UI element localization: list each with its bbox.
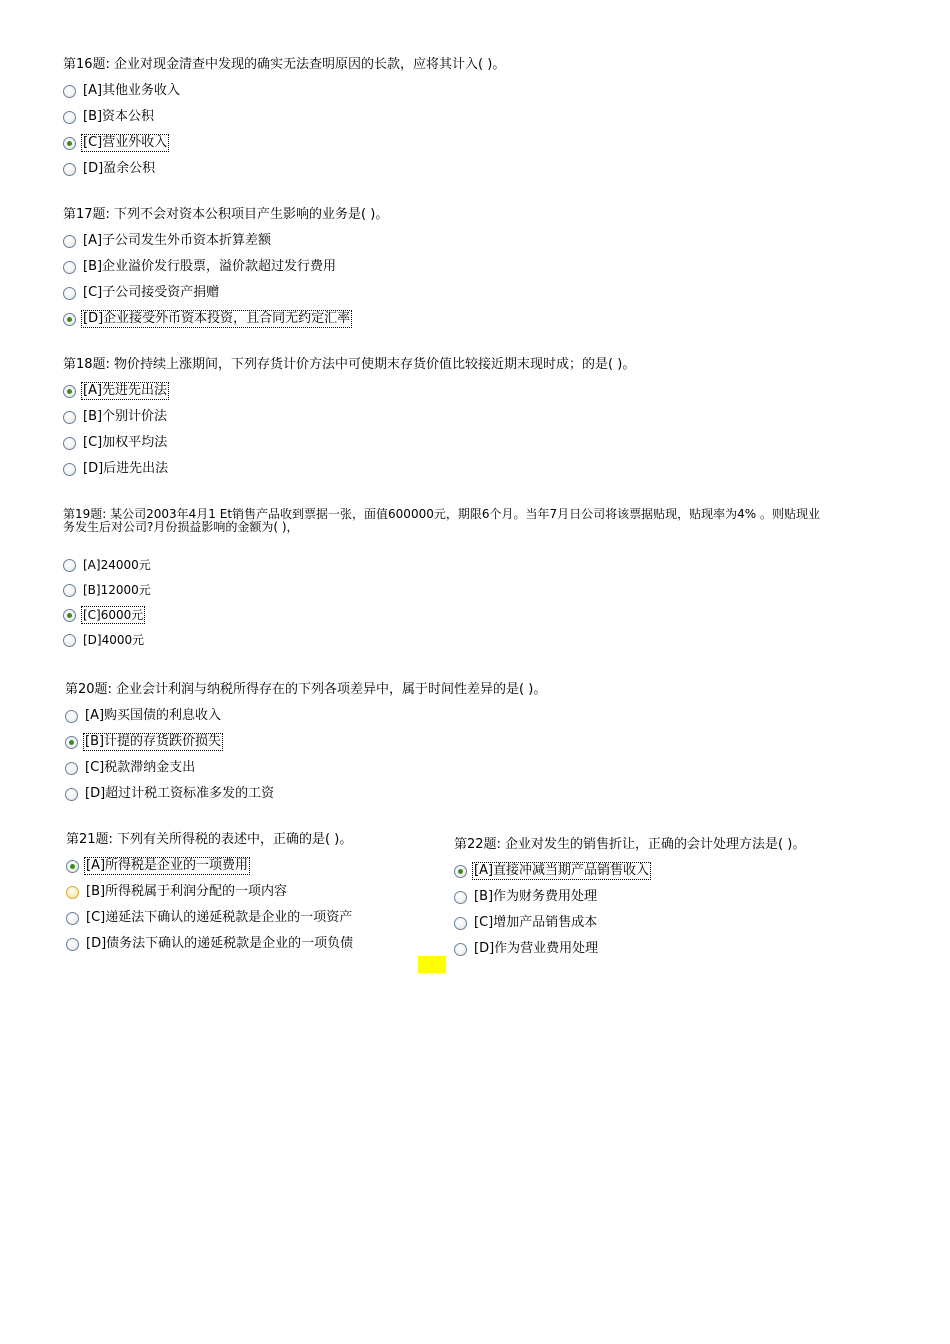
radio-icon[interactable] xyxy=(66,912,79,925)
radio-icon[interactable] xyxy=(63,235,76,248)
option-d[interactable] xyxy=(454,939,805,959)
question-22 xyxy=(454,837,805,959)
question-text: 第22题: 企业对发生的销售折让，正确的会计处理方法是( )。 xyxy=(454,837,806,852)
option-label: [D]企业接受外币资本投资，且合同无约定汇率 xyxy=(83,311,351,326)
radio-checked-icon[interactable] xyxy=(63,137,76,150)
question-text: 第19题: 某公司2003年4月1 Et销售产品收到票据一张，面值600000元，期限6个月。当年7月日公司将该票据贴现，贴现率为4% 。则贴现业务发生后对公司?月份损益影响的金额为( )， xyxy=(63,507,820,534)
radio-icon[interactable] xyxy=(63,111,76,124)
radio-icon[interactable] xyxy=(66,938,79,951)
option-label: [A]其他业务收入 xyxy=(83,83,181,98)
radio-icon[interactable] xyxy=(63,584,76,597)
option-d[interactable] xyxy=(63,459,635,479)
question-text: 第21题: 下列有关所得税的表述中，正确的是( )。 xyxy=(66,832,353,847)
radio-icon[interactable] xyxy=(63,463,76,476)
radio-checked-icon[interactable] xyxy=(63,313,76,326)
option-a[interactable] xyxy=(65,706,546,726)
option-b[interactable] xyxy=(66,882,354,902)
option-c[interactable] xyxy=(63,283,388,303)
option-c[interactable] xyxy=(63,606,823,624)
option-b[interactable] xyxy=(63,407,635,427)
radio-icon[interactable] xyxy=(65,710,78,723)
radio-icon[interactable] xyxy=(65,762,78,775)
option-c[interactable] xyxy=(63,133,505,153)
radio-icon[interactable] xyxy=(454,943,467,956)
question-20 xyxy=(65,682,546,804)
option-a[interactable] xyxy=(454,861,805,881)
option-label: [D]4000元 xyxy=(83,633,145,647)
option-label: [B]所得税属于利润分配的一项内容 xyxy=(86,884,288,899)
question-19 xyxy=(63,508,823,649)
question-text: 第18题: 物价持续上涨期间，下列存货计价方法中可使期末存货价值比较接近期末现时成；的是( )。 xyxy=(63,357,636,372)
question-text: 第20题: 企业会计利润与纳税所得存在的下列各项差异中，属于时间性差异的是( )。 xyxy=(65,682,547,697)
option-label: [B]作为财务费用处理 xyxy=(474,889,598,904)
option-b[interactable] xyxy=(65,732,546,752)
option-label: [A]直接冲减当期产品销售收入 xyxy=(474,863,650,878)
question-21 xyxy=(66,832,354,954)
radio-checked-icon[interactable] xyxy=(66,860,79,873)
option-label: [C]递延法下确认的递延税款是企业的一项资产 xyxy=(86,910,353,925)
radio-hover-icon[interactable] xyxy=(66,886,79,899)
option-c[interactable] xyxy=(63,433,635,453)
option-c[interactable] xyxy=(65,758,546,778)
option-label: [C]营业外收入 xyxy=(83,135,168,150)
option-label: [A]购买国债的利息收入 xyxy=(85,708,222,723)
question-17 xyxy=(63,207,388,329)
option-label: [B]个别计价法 xyxy=(83,409,168,424)
radio-icon[interactable] xyxy=(63,287,76,300)
radio-icon[interactable] xyxy=(65,788,78,801)
question-18 xyxy=(63,357,635,479)
option-d[interactable] xyxy=(65,784,546,804)
option-label: [D]后进先出法 xyxy=(83,461,169,476)
radio-icon[interactable] xyxy=(63,634,76,647)
option-d[interactable] xyxy=(63,631,823,649)
option-d[interactable] xyxy=(63,159,505,179)
option-label: [C]税款滞纳金支出 xyxy=(85,760,196,775)
option-label: [D]盈余公积 xyxy=(83,161,156,176)
option-label: [C]加权平均法 xyxy=(83,435,168,450)
option-b[interactable] xyxy=(63,257,388,277)
option-a[interactable] xyxy=(63,556,823,574)
radio-icon[interactable] xyxy=(63,163,76,176)
option-label: [A]子公司发生外币资本折算差额 xyxy=(83,233,272,248)
option-label: [B]12000元 xyxy=(83,583,151,597)
option-c[interactable] xyxy=(454,913,805,933)
question-16 xyxy=(63,57,505,179)
option-label: [A]先进先出法 xyxy=(83,383,168,398)
radio-icon[interactable] xyxy=(63,437,76,450)
radio-icon[interactable] xyxy=(63,559,76,572)
option-c[interactable] xyxy=(66,908,354,928)
option-label: [B]计提的存货跌价损失 xyxy=(85,734,222,749)
radio-icon[interactable] xyxy=(454,891,467,904)
option-label: [C]增加产品销售成本 xyxy=(474,915,598,930)
option-label: [C]6000元 xyxy=(83,608,144,622)
option-d[interactable] xyxy=(66,934,354,954)
option-a[interactable] xyxy=(63,381,635,401)
option-label: [D]债务法下确认的递延税款是企业的一项负债 xyxy=(86,936,354,951)
option-label: [B]企业溢价发行股票，溢价款超过发行费用 xyxy=(83,259,337,274)
option-label: [D]超过计税工资标准多发的工资 xyxy=(85,786,275,801)
radio-icon[interactable] xyxy=(454,917,467,930)
option-a[interactable] xyxy=(63,81,505,101)
option-label: [A]24000元 xyxy=(83,558,151,572)
option-a[interactable] xyxy=(63,231,388,251)
radio-icon[interactable] xyxy=(63,411,76,424)
option-a[interactable] xyxy=(66,856,354,876)
radio-checked-icon[interactable] xyxy=(65,736,78,749)
radio-checked-icon[interactable] xyxy=(454,865,467,878)
option-label: [A]所得税是企业的一项费用 xyxy=(86,858,249,873)
option-b[interactable] xyxy=(63,107,505,127)
question-text: 第17题: 下列不会对资本公积项目产生影响的业务是( )。 xyxy=(63,207,389,222)
option-label: [B]资本公积 xyxy=(83,109,155,124)
radio-icon[interactable] xyxy=(63,261,76,274)
option-label: [C]子公司接受资产捐赠 xyxy=(83,285,220,300)
radio-icon[interactable] xyxy=(63,85,76,98)
option-d[interactable] xyxy=(63,309,388,329)
option-b[interactable] xyxy=(63,581,823,599)
highlight-marker xyxy=(418,956,446,973)
option-b[interactable] xyxy=(454,887,805,907)
radio-checked-icon[interactable] xyxy=(63,609,76,622)
question-text: 第16题: 企业对现金清查中发现的确实无法查明原因的长款，应将其计入( )。 xyxy=(63,57,506,72)
radio-checked-icon[interactable] xyxy=(63,385,76,398)
option-label: [D]作为营业费用处理 xyxy=(474,941,599,956)
